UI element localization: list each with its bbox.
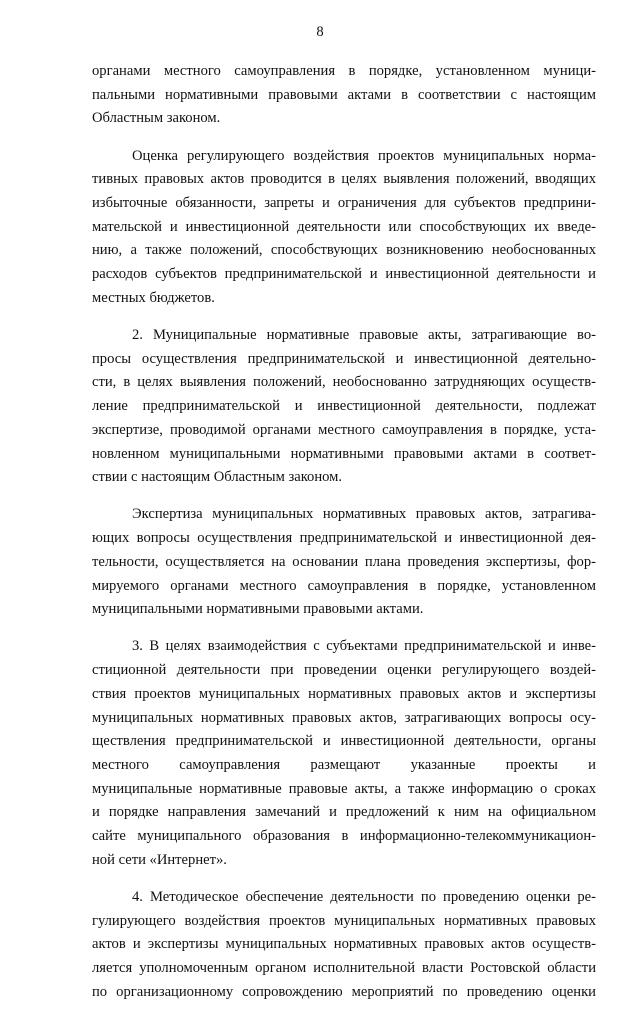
text-line: муниципальными нормативными правовыми актами. — [92, 601, 424, 618]
text-line: 4. Методическое обеспечение деятельности по проведению оценки ре- — [132, 889, 596, 905]
text-line: по организационному сопровождению мероприятий по проведению оценки — [92, 983, 596, 1000]
paragraph — [92, 503, 596, 622]
text-line: новленном муниципальными нормативными правовыми актами в соответ- — [92, 445, 596, 462]
paragraph — [92, 145, 596, 311]
text-line: экспертизе, проводимой органами местного самоуправления в порядке, уста- — [92, 421, 596, 438]
text-line: ление предпринимательской и инвестиционной деятельности, подлежат — [92, 398, 596, 415]
text-line: избыточные обязанности, запреты и ограничения для субъектов предприни- — [92, 195, 596, 212]
text-line: расходов субъектов предпринимательской и инвестиционной деятельности и — [92, 266, 596, 283]
paragraph — [92, 60, 596, 131]
text-line: нию, а также положений, способствующих возникновению необоснованных — [92, 242, 596, 259]
text-line: 2. Муниципальные нормативные правовые акты, затрагивающие во- — [132, 327, 596, 344]
text-line: ляется уполномоченным органом исполнительной власти Ростовской области — [92, 960, 596, 977]
text-line: Оценка регулирующего воздействия проектов муниципальных норма- — [132, 147, 596, 164]
text-line: 3. В целях взаимодействия с субъектами предпринимательской и инве- — [132, 638, 596, 655]
page-number: 8 — [316, 24, 324, 40]
paragraph — [92, 635, 596, 872]
text-line: стиционной деятельности при проведении оценки регулирующего воздей- — [92, 662, 596, 679]
text-line: сайте муниципального образования в информационно-телекоммуникацион- — [92, 828, 596, 845]
text-line: органами местного самоуправления в порядке, установленном муници- — [92, 63, 596, 79]
paragraph — [92, 886, 596, 1005]
text-line: ствия проектов муниципальных нормативных правовых актов и экспертизы — [92, 685, 596, 702]
text-line: ной сети «Интернет». — [92, 851, 227, 868]
text-line: просы осуществления предпринимательской и инвестиционной деятельно- — [92, 350, 596, 367]
text-line: ющих вопросы осуществления предпринимательской и инвестиционной дея- — [92, 530, 596, 547]
text-line: сти, в целях выявления положений, необоснованно затрудняющих осуществ- — [92, 374, 596, 391]
text-line: и порядке направления замечаний и предложений к ним на официальном — [92, 804, 596, 821]
text-line: ствии с настоящим Областным законом. — [92, 469, 343, 486]
text-line: актов и экспертизы муниципальных нормативных правовых актов осуществ- — [92, 936, 596, 953]
text-line: муниципальные нормативные правовые акты, а также информацию о сроках — [92, 780, 596, 797]
text-line: тельности, осуществляется на основании плана проведения экспертизы, фор- — [92, 553, 596, 570]
text-line: пальными нормативными правовыми актами в соответствии с настоящим — [92, 86, 596, 103]
text-line: мательской и инвестиционной деятельности или способствующих их введе- — [92, 218, 596, 235]
text-line: гулирующего воздействия проектов муниципальных нормативных правовых — [92, 912, 596, 929]
text-line: местных бюджетов. — [92, 289, 215, 306]
text-line: муниципальных нормативных правовых актов, затрагивающих вопросы осу- — [92, 709, 596, 726]
paragraph — [92, 324, 596, 490]
text-line: мируемого органами местного самоуправления в порядке, установленном — [92, 577, 596, 594]
text-line: Экспертиза муниципальных нормативных правовых актов, затрагива- — [132, 506, 596, 523]
text-line: Областным законом. — [92, 110, 221, 127]
text-line: ществления предпринимательской и инвестиционной деятельности, органы — [92, 733, 596, 750]
text-line: местного самоуправления размещают указанные проекты и — [92, 756, 596, 773]
document-body — [92, 60, 596, 1018]
text-line: тивных правовых актов проводится в целях выявления положений, вводящих — [92, 171, 596, 188]
